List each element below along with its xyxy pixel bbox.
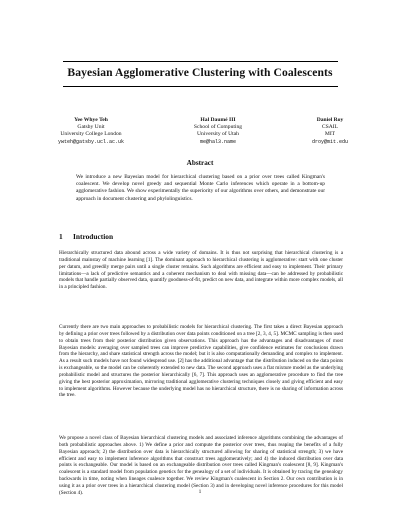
author-affiliation: University of Utah: [197, 131, 239, 138]
author-affiliation: MIT: [324, 131, 336, 138]
author-affiliation: Gatsby Unit: [77, 124, 105, 131]
author-block: [58, 117, 348, 146]
abstract-heading: Abstract: [186, 159, 214, 167]
body-paragraph: Hierarchically structured data abound across a wide variety of domains. It is thus not surprising that hierarchical clustering is a traditional mainstay of machine learning [1]. The dominant approach to hierarchical clustering is agglomerative: start with one cluster per datum, and greedily merge pairs until a single cluster remains. Such algorithms are efficient and easy to implement. Their primary limitations—a lack of predictive semantics and a coherent mechanism to deal with missing data—can be addressed by probabilistic models that handle partially observed data, quantify goodness-of-fit, predict on new data, and integrate within more complex models, all in a principled fashion.: [59, 250, 343, 291]
author-email: droy@mit.edu: [311, 138, 348, 145]
author-3: [312, 117, 348, 146]
author-name: Hal Daumé III: [200, 117, 236, 123]
author-name: Yee Whye Teh: [74, 117, 108, 123]
title-rule-top: [63, 61, 338, 62]
section-title: Introduction: [73, 232, 114, 241]
author-2: [194, 117, 242, 146]
abstract-body: We introduce a new Bayesian model for hierarchical clustering based on a prior over trees called Kingman's coalescent. We develop novel greedy and sequential Monte Carlo inferences which operate in a bottom-up agglomerative fashion. We show experimentally the superiority of our algorithms over others, and demonstrate our approach in document clustering and phylolinguistics.: [76, 174, 325, 202]
author-affiliation: CSAIL: [321, 124, 339, 131]
page-number: 1: [198, 489, 202, 495]
section-heading: [59, 232, 113, 241]
body-paragraph: Currently there are two main approaches to probabilistic models for hierarchical clustering. The first takes a direct Bayesian approach by defining a prior over trees followed by a distribution over data points conditioned on a tree [2, 3, 4, 5]. MCMC sampling is then used to obtain trees from their posterior distribution given observations. This approach has the advantages and disadvantages of most Bayesian models: averaging over sampled trees can improve predictive capabilities, give confidence estimates for conclusions drawn from the hierarchy, and share statistical strength across the model; but it is also computationally demanding and complex to implement. As a result such models have not found widespread use. [2] has the additional advantage that the distribution induced on the data points is exchangeable, so the model can be coherently extended to new data. The second approach uses a flat mixture model as the underlying probabilistic model and structures the posterior hierarchically [6, 7]. This approach uses an agglomerative procedure to find the tree giving the best posterior approximation, mirroring traditional agglomerative clustering techniques closely and giving efficient and easy to implement algorithms. However because the underlying model has no hierarchical structure, there is no sharing of information across the tree.: [59, 324, 343, 399]
author-1: [58, 117, 124, 146]
author-affiliation: University College London: [60, 131, 122, 138]
author-email: me@hal3.name: [199, 138, 236, 145]
author-email: ywteh@gatsby.ucl.ac.uk: [58, 138, 125, 145]
section-number: 1: [59, 232, 63, 241]
title-rule-bottom: [63, 86, 338, 87]
paper-title: Bayesian Agglomerative Clustering with Coalescents: [67, 66, 333, 79]
author-name: Daniel Roy: [316, 117, 344, 123]
body-paragraph: We propose a novel class of Bayesian hierarchical clustering models and associated inference algorithms combining the advantages of both probabilistic approaches above. 1) We define a prior and compute the posterior over trees, thus reaping the benefits of a fully Bayesian approach; 2) the distribution over data is hierarchically structured allowing for sharing of statistical strength; 3) we have efficient and easy to implement inference algorithms that construct trees agglomeratively; and 4) the induced distribution over data points is exchangeable. Our model is based on an exchangeable distribution over trees called Kingman's coalescent [8, 9]. Kingman's coalescent is a standard model from population genetics for the genealogy of a set of individuals. It is obtained by tracing the genealogy backwards in time, noting when lineages coalesce together. We review Kingman's coalescent in Section 2. Our own contribution is in using it as a prior over trees in a hierarchical clustering model (Section 3) and in developing novel inference procedures for this model (Section 4).: [59, 435, 343, 496]
author-affiliation: School of Computing: [193, 124, 243, 131]
